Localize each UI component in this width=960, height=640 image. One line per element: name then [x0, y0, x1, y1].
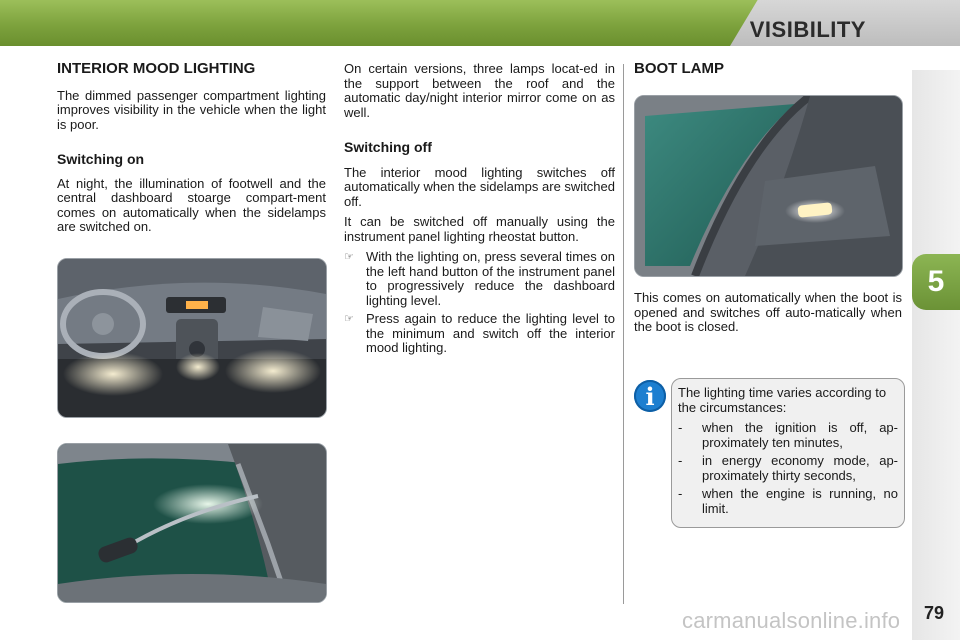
- left-column: [57, 62, 326, 241]
- switching-off-para2: It can be switched off manually using the instrument panel lighting rheostat button.: [344, 214, 615, 244]
- intro-paragraph: The dimmed passenger compartment lighting improves visibility in the vehicle when the light is poor.: [57, 87, 326, 132]
- info-box: [671, 378, 905, 528]
- boot-lamp-illustration: [634, 95, 903, 277]
- bullet-text: With the lighting on, press several times on the left hand button of the instrument panel to progressively reduce the dashboard lighting level.: [366, 249, 615, 308]
- boot-lamp-text: This comes on automatically when the boot is opened and switches off auto-matically when the boot is closed.: [634, 290, 902, 334]
- dashboard-footwell-illustration: [57, 258, 327, 418]
- dashboard-illustration-svg: [58, 259, 326, 417]
- boot-lamp-heading: BOOT LAMP: [634, 60, 724, 77]
- info-list-item: - when the ignition is off, ap-proximately ten minutes,: [678, 420, 898, 450]
- page-number: 79: [924, 603, 945, 623]
- chapter-sidebar: [912, 70, 960, 640]
- boot-illustration-svg: [635, 96, 902, 276]
- info-item-text: when the ignition is off, ap-proximately ten minutes,: [702, 420, 898, 450]
- column-divider: [623, 64, 624, 604]
- info-item-text: in energy economy mode, ap-proximately thirty seconds,: [702, 453, 898, 483]
- page-title: VISIBILITY: [749, 17, 866, 42]
- middle-column: [344, 62, 615, 360]
- switching-off-heading: Switching off: [344, 139, 432, 155]
- interior-mood-lighting-heading: INTERIOR MOOD LIGHTING: [57, 60, 256, 77]
- bullet-text: Press again to reduce the lighting level to the minimum and switch off the interior mood lighting.: [366, 311, 615, 355]
- info-icon: i: [634, 380, 666, 412]
- chapter-tab[interactable]: 5: [912, 254, 960, 310]
- boot-lamp-text-block: [634, 291, 902, 341]
- info-intro: The lighting time varies according to the circumstances:: [678, 385, 887, 415]
- bullet-item: [344, 250, 615, 308]
- roof-illustration-svg: [58, 444, 326, 602]
- pointing-finger-icon: ☞: [344, 313, 354, 325]
- watermark: carmanualsonline.info: [682, 608, 901, 633]
- info-list-item: - in energy economy mode, ap-proximately thirty seconds,: [678, 453, 898, 483]
- right-column: [634, 62, 902, 77]
- switching-off-para1: The interior mood lighting switches off automatically when the sidelamps are switched off.: [344, 164, 615, 209]
- roof-lamps-paragraph: On certain versions, three lamps locat-ed in the support between the roof and the automatic day/night interior mirror come on as well.: [344, 61, 615, 120]
- bullet-item: [344, 312, 615, 356]
- roof-lamps-illustration: [57, 443, 327, 603]
- switching-on-heading: Switching on: [57, 151, 145, 167]
- pointing-finger-icon: ☞: [344, 251, 354, 263]
- info-item-text: when the engine is running, no limit.: [702, 486, 898, 516]
- switching-on-text: At night, the illumination of footwell and the central dashboard stoarge compart-ment comes on automatically when the sidelamps are switched on.: [57, 175, 326, 234]
- info-list-item: - when the engine is running, no limit.: [678, 486, 898, 516]
